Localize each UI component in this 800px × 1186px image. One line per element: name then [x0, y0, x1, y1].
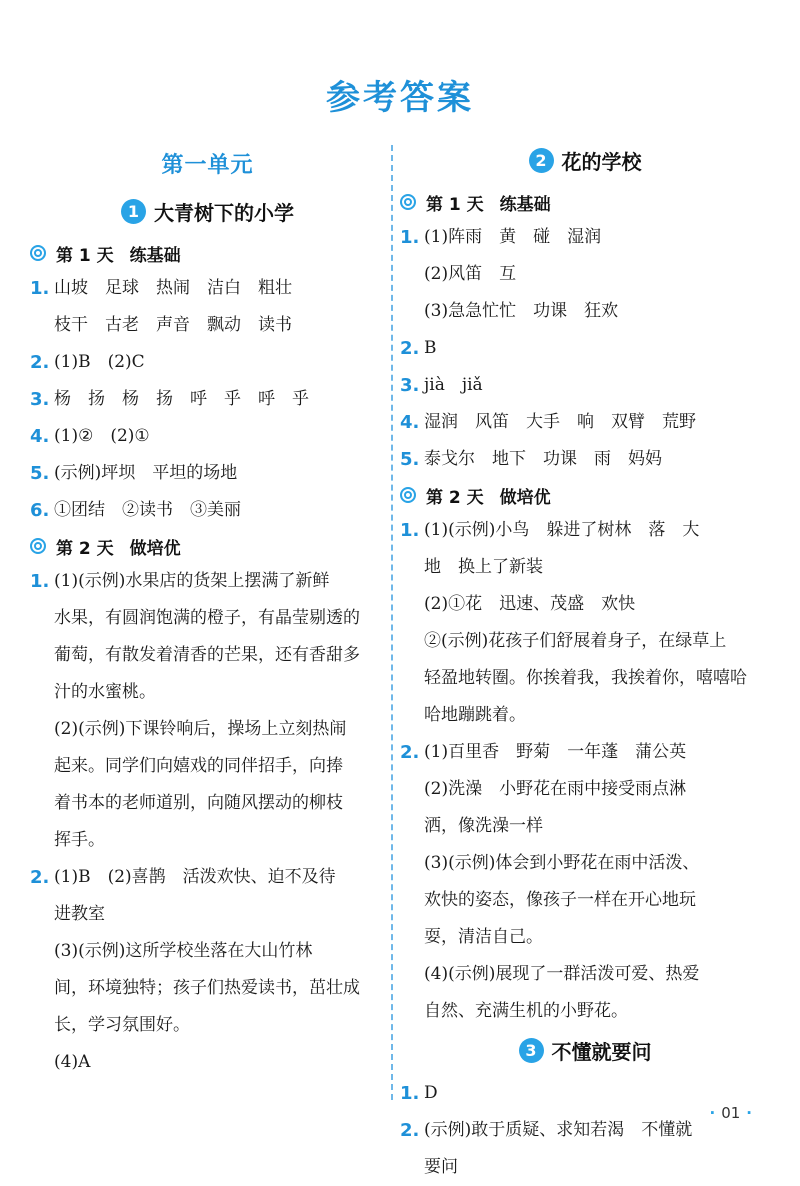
page-dot-right: · [746, 1104, 752, 1122]
answer-number: 1. [400, 1083, 420, 1104]
answer-line: (1)(示例)小鸟 躲进了树林 落 大 [424, 520, 700, 540]
answer-line: (4)(示例)展现了一群活泼可爱、热爱 [424, 964, 700, 984]
answer-number: 4. [30, 426, 50, 447]
answer-line: 挥手。 [54, 830, 105, 850]
lesson-title: 大青树下的小学 [154, 201, 294, 225]
answer-line: 进教室 [54, 904, 105, 924]
answer-line: (1)B (2)喜鹊 活泼欢快、迫不及待 [54, 867, 336, 887]
answer-item [30, 270, 385, 344]
answer-line: 自然、充满生机的小野花。 [424, 1001, 628, 1021]
answer-item [30, 344, 385, 381]
answer-number: 2. [400, 1120, 420, 1141]
target-circle-icon [30, 245, 46, 261]
answer-number: 1. [400, 227, 420, 248]
answer-item [30, 859, 385, 933]
day-heading [30, 236, 385, 270]
answer-line: (1)(示例)水果店的货架上摆满了新鲜 [54, 571, 330, 591]
answer-paragraph [400, 623, 770, 734]
answer-line: 耍，清洁自己。 [424, 927, 543, 947]
lesson-number-badge: 2 [529, 148, 554, 173]
answer-line: 水果，有圆润饱满的橙子，有晶莹剔透的 [54, 608, 360, 628]
unit-title: 第一单元 [161, 153, 254, 178]
day-title: 练基础 [499, 194, 551, 215]
answer-number: 1. [400, 520, 420, 541]
answer-item [30, 381, 385, 418]
answer-line: (3)(示例)这所学校坐落在大山竹林 [54, 941, 313, 961]
answer-line: (1)B (2)C [54, 352, 145, 372]
answer-item [400, 330, 770, 367]
answer-item [30, 492, 385, 529]
day-title: 做培优 [499, 487, 551, 508]
answer-number: 2. [30, 352, 50, 373]
page-title: 参考答案 [326, 78, 474, 118]
lesson-title: 不懂就要问 [551, 1040, 652, 1064]
answer-line: 长，学习氛围好。 [54, 1015, 190, 1035]
page-number-value: 01 [721, 1104, 741, 1122]
answer-line: (1)百里香 野菊 一年蓬 蒲公英 [424, 742, 687, 762]
answer-number: 5. [30, 463, 50, 484]
answer-line: 着书本的老师道别，向随风摆动的柳枝 [54, 793, 343, 813]
answer-number: 1. [30, 278, 50, 299]
answer-line: (1)阵雨 黄 碰 湿润 [424, 227, 602, 247]
answer-number: 5. [400, 449, 420, 470]
answer-line: 葡萄，有散发着清香的芒果，还有香甜多 [54, 645, 360, 665]
answer-line: 汁的水蜜桃。 [54, 682, 156, 702]
answer-line: (示例)敢于质疑、求知若渴 不懂就 [424, 1120, 693, 1140]
answer-line: 起来。同学们向嬉戏的同伴招手，向捧 [54, 756, 343, 776]
answer-item [400, 219, 770, 256]
answer-item [400, 367, 770, 404]
answer-item [400, 512, 770, 586]
answer-line: 枝干 古老 声音 飘动 读书 [54, 315, 292, 335]
answer-paragraph [30, 711, 385, 859]
day-label: 第 1 天 [56, 245, 114, 266]
answer-number: 2. [400, 338, 420, 359]
answer-line: (3)急急忙忙 功课 狂欢 [424, 301, 619, 321]
answer-paragraph [30, 1044, 385, 1081]
answer-item [400, 404, 770, 441]
lesson-number-badge: 3 [519, 1038, 544, 1063]
answer-line: (2)①花 迅速、茂盛 欢快 [424, 594, 636, 614]
page-number [704, 1104, 759, 1122]
answer-paragraph [400, 845, 770, 956]
answer-line: (2)风笛 互 [424, 264, 517, 284]
answer-item [400, 441, 770, 478]
answer-number: 2. [400, 742, 420, 763]
answer-paragraph [400, 293, 770, 330]
answer-line: 欢快的姿态，像孩子一样在开心地玩 [424, 890, 696, 910]
day-heading [400, 478, 770, 512]
answer-line: 地 换上了新装 [424, 557, 543, 577]
answer-paragraph [400, 256, 770, 293]
lesson-title: 花的学校 [561, 150, 642, 174]
answer-line: 洒，像洗澡一样 [424, 816, 543, 836]
answer-line: D [424, 1083, 438, 1103]
target-circle-icon [400, 194, 416, 210]
lesson-heading-2 [400, 146, 770, 175]
lesson-heading-3 [400, 1036, 770, 1065]
day-heading [400, 185, 770, 219]
answer-line: 泰戈尔 地下 功课 雨 妈妈 [424, 449, 662, 469]
answer-number: 1. [30, 571, 50, 592]
answer-line: (3)(示例)体会到小野花在雨中活泼、 [424, 853, 700, 873]
answer-line: jià jiǎ [424, 375, 483, 395]
day-title: 做培优 [129, 538, 181, 559]
answer-item [30, 563, 385, 711]
answer-item [400, 734, 770, 771]
answer-line: ②(示例)花孩子们舒展着身子，在绿草上 [424, 631, 727, 651]
column-divider [391, 145, 393, 1100]
answer-item [30, 418, 385, 455]
answer-line: (2)(示例)下课铃响后，操场上立刻热闹 [54, 719, 347, 739]
answer-number: 4. [400, 412, 420, 433]
answer-line: (1)② (2)① [54, 426, 150, 446]
answer-paragraph [30, 933, 385, 1044]
lesson-number-badge: 1 [121, 199, 146, 224]
answer-item [30, 455, 385, 492]
answer-number: 2. [30, 867, 50, 888]
page-dot-left: · [709, 1104, 716, 1122]
day-title: 练基础 [129, 245, 181, 266]
answer-item [400, 1112, 770, 1186]
answer-number: 6. [30, 500, 50, 521]
left-column [30, 138, 385, 1081]
answer-line: 杨 扬 杨 扬 呼 乎 呼 乎 [54, 389, 309, 409]
answer-line: 轻盈地转圈。你挨着我，我挨着你，嘻嘻哈 [424, 668, 747, 688]
answer-number: 3. [400, 375, 420, 396]
answer-paragraph [400, 771, 770, 845]
day-label: 第 1 天 [426, 194, 484, 215]
answer-number: 3. [30, 389, 50, 410]
answer-paragraph [400, 586, 770, 623]
right-column [400, 138, 770, 1186]
answer-line: 哈地蹦跳着。 [424, 705, 526, 725]
answer-line: 间，环境独特；孩子们热爱读书，茁壮成 [54, 978, 360, 998]
answer-line: 要问 [424, 1157, 458, 1177]
answer-line: (4)A [54, 1052, 91, 1072]
answer-line: 湿润 风笛 大手 响 双臂 荒野 [424, 412, 696, 432]
target-circle-icon [30, 538, 46, 554]
answer-line: B [424, 338, 437, 358]
answer-line: 山坡 足球 热闹 洁白 粗壮 [54, 278, 292, 298]
target-circle-icon [400, 487, 416, 503]
day-heading [30, 529, 385, 563]
lesson-heading-1 [30, 197, 385, 226]
answer-paragraph [400, 956, 770, 1030]
day-label: 第 2 天 [56, 538, 114, 559]
day-label: 第 2 天 [426, 487, 484, 508]
answer-line: (示例)坪坝 平坦的场地 [54, 463, 238, 483]
answer-line: (2)洗澡 小野花在雨中接受雨点淋 [424, 779, 687, 799]
answer-line: ①团结 ②读书 ③美丽 [54, 500, 241, 520]
